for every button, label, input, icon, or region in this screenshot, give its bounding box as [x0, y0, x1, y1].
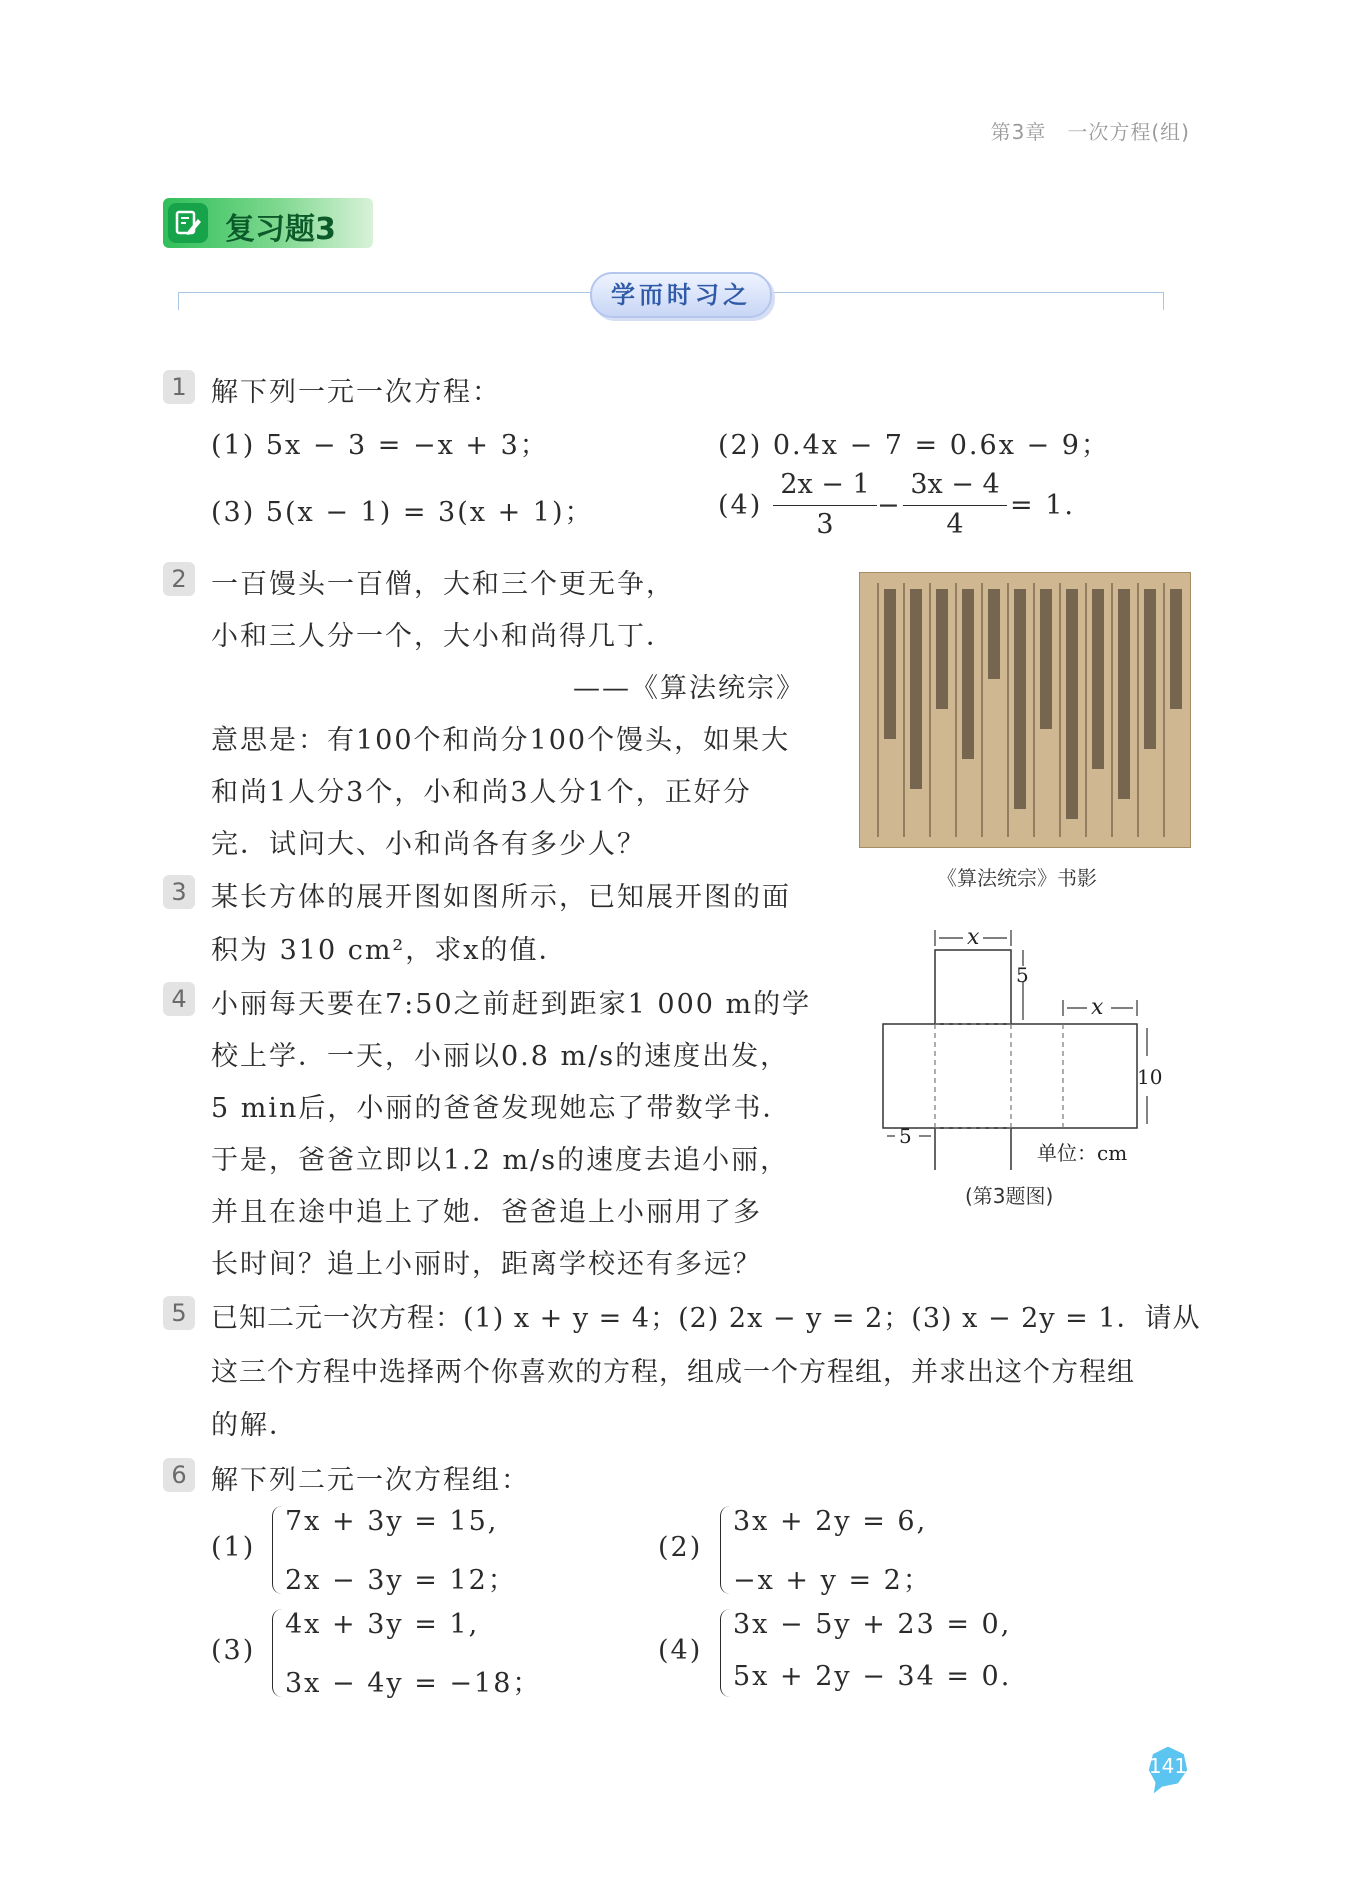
net-middle-strip: [883, 1024, 1137, 1128]
q5-text-2: 这三个方程中选择两个你喜欢的方程，组成一个方程组，并求出这个方程组: [211, 1357, 1135, 1388]
q4-text-6: 长时间？追上小丽时，距离学校还有多远？: [211, 1249, 762, 1280]
q6-system1-eq1: 7x + 3y = 15,: [285, 1506, 499, 1537]
net-top-face: [935, 950, 1011, 1024]
q5-text-3: 的解．: [211, 1410, 298, 1441]
section-title-badge: [163, 198, 373, 248]
net-bottom-face: [935, 1128, 1011, 1170]
section-title: 复习题3: [225, 212, 336, 247]
q3-text-2: 积为 310 cm²，求x的值．: [211, 935, 568, 966]
q4-text-2: 校上学．一天，小丽以0.8 m/s的速度出发，: [211, 1041, 790, 1072]
q4-text-5: 并且在途中追上了她．爸爸追上小丽用了多: [211, 1197, 762, 1228]
unit-label: 单位：cm: [1037, 1141, 1128, 1165]
q2-source: ——《算法统宗》: [573, 673, 805, 704]
fraction-bar: [903, 505, 1007, 506]
q6-system1-label: (1): [211, 1532, 256, 1563]
label-5-top: 5: [1016, 963, 1029, 987]
brace-icon: [272, 1506, 285, 1594]
q5-text-1: 已知二元一次方程：(1) x + y = 4；(2) 2x − y = 2；(3) x − 2y = 1．请从: [211, 1303, 1201, 1334]
page-number: 141: [1148, 1754, 1188, 1778]
q2-text-2: 和尚1人分3个，小和尚3人分1个，正好分: [211, 777, 752, 808]
brace-icon: [720, 1506, 733, 1594]
question-number: 4: [163, 982, 195, 1016]
label-x-right: x: [1091, 995, 1104, 1020]
question-number: 1: [163, 370, 195, 404]
q6-system3-eq1: 4x + 3y = 1,: [285, 1609, 480, 1640]
chapter-header: 第3章 一次方程(组): [990, 120, 1190, 144]
q1-fraction-2: [903, 468, 1007, 541]
brace-icon: [720, 1609, 733, 1697]
q1-part4-minus: −: [877, 490, 902, 521]
q4-text-4: 于是，爸爸立即以1.2 m/s的速度去追小丽，: [211, 1145, 790, 1176]
figure-caption: (第3题图): [965, 1184, 1054, 1208]
question-number: 2: [163, 562, 195, 596]
q6-system4-eq1: 3x − 5y + 23 = 0,: [733, 1609, 1012, 1640]
question-number: 3: [163, 875, 195, 909]
book-image-caption: 《算法统宗》书影: [937, 866, 1097, 890]
question-number: 6: [163, 1458, 195, 1492]
q4-text-3: 5 min后，小丽的爸爸发现她忘了带数学书．: [211, 1093, 792, 1124]
q1-part2: (2) 0.4x − 7 = 0.6x − 9；: [718, 430, 1110, 461]
q1-part4-label: (4): [718, 490, 763, 521]
fraction-numerator: 2x − 1: [780, 469, 870, 500]
divider-left-tick: [178, 292, 179, 310]
q6-prompt: 解下列二元一次方程组：: [211, 1465, 530, 1496]
label-5-left: 5: [899, 1124, 912, 1148]
q3-text-1: 某长方体的展开图如图所示，已知展开图的面: [211, 882, 791, 913]
fraction-numerator: 3x − 4: [910, 469, 1000, 500]
q1-prompt: 解下列一元一次方程：: [211, 377, 501, 408]
fraction-bar: [773, 505, 877, 506]
q4-text-1: 小丽每天要在7:50之前赶到距家1 000 m的学: [211, 989, 812, 1020]
q6-system4-eq2: 5x + 2y − 34 = 0.: [733, 1661, 1012, 1692]
box-net-diagram: [875, 920, 1175, 1170]
fraction-denominator: 3: [816, 509, 834, 540]
q2-verse-2: 小和三人分一个，大小和尚得几丁．: [211, 621, 675, 652]
divider-right-tick: [1163, 292, 1164, 310]
q6-system2-label: (2): [658, 1532, 703, 1563]
q6-system3-label: (3): [211, 1635, 256, 1666]
q2-verse-1: 一百馒头一百僧，大和三个更无争，: [211, 569, 675, 600]
q1-part1: (1) 5x − 3 = −x + 3；: [211, 430, 549, 461]
q1-part3: (3) 5(x − 1) = 3(x + 1)；: [211, 497, 594, 528]
motto-badge: 学而时习之: [590, 272, 772, 318]
brace-icon: [272, 1609, 285, 1697]
q6-system2-eq2: −x + y = 2；: [733, 1565, 932, 1596]
fraction-denominator: 4: [946, 509, 964, 540]
label-10: 10: [1137, 1065, 1163, 1089]
q6-system4-label: (4): [658, 1635, 703, 1666]
ancient-book-photo: [859, 572, 1191, 848]
q1-part4-rhs: = 1.: [1010, 490, 1075, 521]
q1-fraction-1: [773, 468, 877, 541]
q6-system2-eq1: 3x + 2y = 6,: [733, 1506, 928, 1537]
q6-system3-eq2: 3x − 4y = −18；: [285, 1668, 542, 1699]
label-x-top: x: [967, 925, 980, 950]
q6-system1-eq2: 2x − 3y = 12；: [285, 1565, 517, 1596]
q2-text-3: 完．试问大、小和尚各有多少人？: [211, 829, 646, 860]
pencil-note-icon: [168, 203, 208, 243]
q2-text-1: 意思是：有100个和尚分100个馒头，如果大: [211, 725, 791, 756]
question-number: 5: [163, 1296, 195, 1330]
